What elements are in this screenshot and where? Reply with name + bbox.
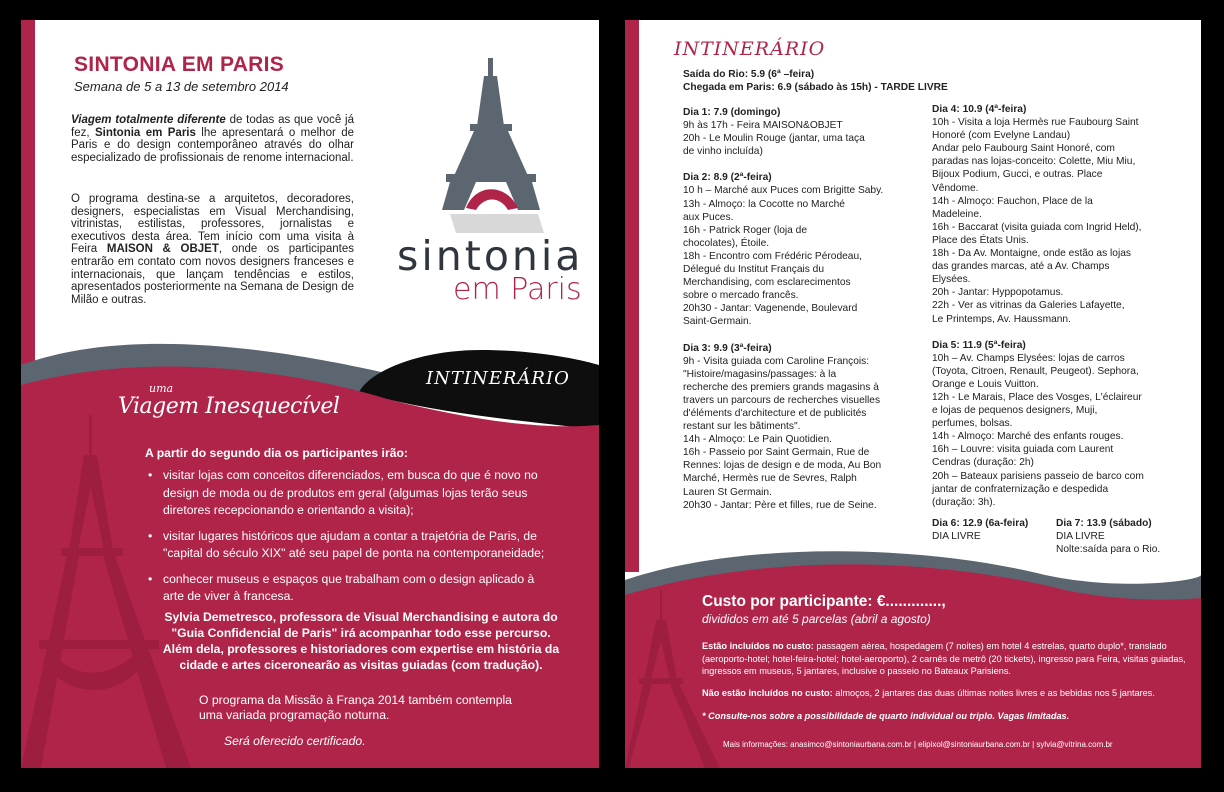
arrival-line: Chegada em Paris: 6.9 (sábado às 15h) - TARDE LIVRE <box>683 82 948 93</box>
day-line: Bijoux Podium, Gucci, e outras. Place <box>932 169 1103 181</box>
day-line: chocolates), Étoile. <box>683 237 770 249</box>
activities-list <box>145 467 555 614</box>
day-line: 20h - Jantar: Hyppopotamus. <box>932 287 1064 299</box>
day-line: recherche des premiers grands magasins à <box>683 381 879 393</box>
day-title: Dia 4: 10.9 (4ª-feira) <box>932 104 1027 115</box>
day-line: Lauren St Germain. <box>683 486 772 498</box>
itinerary-column-left <box>683 106 928 525</box>
contact-info: Mais informações: anasimco@sintoniaurbana.com.br | elipixol@sintoniaurbana.com.br | sylvia@vitrina.com.br <box>723 740 1113 749</box>
logo-word-em-paris: em Paris <box>453 272 582 307</box>
right-page <box>625 20 1201 768</box>
itinerary-label: INTINERÁRIO <box>426 368 570 389</box>
day-line: Place des États Unis. <box>932 234 1029 246</box>
day-line: DIA LIVRE <box>932 531 981 543</box>
day-line: Honoré (com Evelyne Landau) <box>932 130 1071 142</box>
participants-intro: A partir do segundo dia os participantes irão: <box>145 446 408 460</box>
day-title: Dia 7: 13.9 (sábado) <box>1056 518 1152 529</box>
day-line: Cendras (duração: 2h) <box>932 457 1034 469</box>
day-title: Dia 2: 8.9 (2ª-feira) <box>683 172 772 184</box>
day-line: 16h - Passeio por Saint Germain, Rue de <box>683 447 870 459</box>
day-line: (duração: 3h). <box>932 496 996 508</box>
day-line: DIA LIVRE <box>1056 531 1105 543</box>
right-edge-bar <box>625 20 639 572</box>
excluded-costs <box>702 687 1192 700</box>
day-line: Elysées. <box>932 274 971 286</box>
departure-line: Saída do Rio: 5.9 (6ª –feira) <box>683 69 815 80</box>
left-page <box>21 20 599 768</box>
activity-item: • visitar lugares históricos que ajudam a contar a trajetória de Paris, de "capital do século XIX" até seu papel de ponta na contemporaneidade; <box>163 528 555 563</box>
day-line: 9h - Visita guiada com Caroline François: <box>683 355 870 367</box>
day-block <box>932 339 1190 509</box>
left-title: SINTONIA EM PARIS <box>74 53 285 76</box>
guide-paragraph: Sylvia Demetresco, professora de Visual Merchandising e autora do "Guia Confidencial de Paris" irá acompanhar todo esse percurso. Além dela, professores e historiadores com expertise em história da cidade e artes ciceronearão as visitas guiadas (com tradução). <box>162 610 560 672</box>
excluded-text: almoços, 2 jantares das duas últimas noites livres e as bebidas nos 5 jantares. <box>832 688 1155 698</box>
day-line: travers un parcours de recherches visuelles <box>683 394 881 406</box>
brand-name: Sintonia em Paris <box>94 126 196 139</box>
day-line: 20h30 - Jantar: Vagenende, Boulevard <box>683 303 858 315</box>
day-line: 14h - Almoço: Marché des enfants rouges. <box>932 431 1124 443</box>
day-line: Nolte:saída para o Rio. <box>1056 544 1161 556</box>
day-line: Saint-Germain. <box>683 316 752 328</box>
day-title: Dia 6: 12.9 (6a-feira) <box>932 518 1029 529</box>
excluded-label: Não estão incluídos no custo: <box>702 688 833 698</box>
intro-paragraph-1 <box>71 114 354 164</box>
day-title: Dia 5: 11.9 (5ª-feira) <box>932 339 1026 351</box>
intro-text-b: lhe apresentará o melhor de Paris e do design contemporâneo através do olhar especializado de profissionais de renome internacional. <box>71 126 354 164</box>
day-line: aux Puces. <box>683 211 734 223</box>
left-edge-bar <box>21 20 35 392</box>
night-program: O programa da Missão à França 2014 também contempla uma variada programação noturna. <box>199 693 512 722</box>
eiffel-logo-icon <box>436 58 546 238</box>
itinerary-column-right <box>932 103 1190 522</box>
intro-text-a: de todas as que você já fez, <box>71 114 355 139</box>
day-line: 10h - Visita a loja Hermès rue Faubourg Saint <box>932 117 1139 129</box>
day-block <box>683 342 928 512</box>
day-line: 18h - Da Av. Montaigne, onde estão as lojas <box>932 248 1131 260</box>
included-text: passagem aérea, hospedagem (7 noites) em hotel 4 estrelas, quarto duplo*, translado (aeroporto-hotel; hotel-feira-hotel; hotel-aeroporto), 2 carnês de metrô (20 tickets), ingresso para Feira, visitas guiadas, ingressos em museus, 5 jantares, inclusive o passeio no Bateaux Parisiens. <box>702 641 1186 677</box>
included-costs <box>702 640 1192 678</box>
day-6 <box>932 517 1052 543</box>
day-line: sobre o mercado francês. <box>683 290 799 302</box>
room-note: * Consulte-nos sobre a possibilidade de quarto individual ou triplo. Vagas limitadas. <box>702 711 1070 721</box>
day-title: Dia 1: 7.9 (domingo) <box>683 107 781 118</box>
day-line: 16h – Louvre: visita guiada com Laurent <box>932 444 1114 456</box>
day-line: 20h – Bateaux parisiens passeio de barco com <box>932 470 1144 482</box>
day-line: d'éléments d'architecture et de publicités <box>683 407 867 419</box>
intro-paragraph-2 <box>71 193 354 306</box>
day-line: jantar de confraternização e despedida <box>932 483 1109 495</box>
day-line: das grandes marcas, até a Av. Champs <box>932 261 1110 273</box>
tagline-main: Viagem Inesquecível <box>118 394 340 419</box>
day-line: Orange e Louis Vuitton. <box>932 378 1039 390</box>
day-line: 10 h – Marché aux Puces com Brigitte Saby. <box>683 185 884 197</box>
activity-item: • visitar lojas com conceitos diferenciados, em busca do que é novo no design de moda ou de produtos em geral (algumas lojas terão seus diretores recepcionando e orientando a visita); <box>163 467 555 520</box>
included-label: Estão incluídos no custo: <box>702 641 814 651</box>
day-line: de vinho incluída) <box>683 146 763 158</box>
fair-name: MAISON & OBJET <box>106 243 219 256</box>
left-subtitle: Semana de 5 a 13 de setembro 2014 <box>74 79 289 94</box>
day-line: Rennes: lojas de design e de moda, Au Bon <box>683 460 882 472</box>
day-block <box>932 103 1190 326</box>
day-line: 13h - Almoço: la Cocotte no Marché <box>683 198 845 210</box>
certificate-note: Será oferecido certificado. <box>224 734 366 748</box>
day-line: restant sur les bâtiments". <box>683 421 801 433</box>
day-line: perfumes, bolsas. <box>932 418 1013 430</box>
day-line: Vêndome. <box>932 182 979 194</box>
tagline-small: uma <box>149 382 174 395</box>
day-line: 12h - Le Marais, Place des Vosges, L'éclaireur <box>932 391 1142 403</box>
day-line: 9h às 17h - Feira MAISON&OBJET <box>683 120 843 132</box>
day-line: 20h30 - Jantar: Père et filles, rue de Seine. <box>683 499 877 511</box>
day-line: Madeleine. <box>932 208 982 220</box>
day-block <box>683 106 928 158</box>
day-line: Merchandising, com esclarecimentos <box>683 277 851 289</box>
activity-item: • conhecer museus e espaços que trabalham com o design aplicado à arte de viver à francesa. <box>163 571 555 606</box>
cost-installments: divididos em até 5 parcelas (abril a agosto) <box>702 612 931 626</box>
day-7 <box>1056 517 1196 556</box>
day-line: 22h - Ver as vitrinas da Galeries Lafayette, <box>932 300 1125 312</box>
day-line: 20h - Le Moulin Rouge (jantar, uma taça <box>683 133 865 145</box>
logo-word-sintonia: sintonia <box>397 232 584 280</box>
day-line: 10h – Av. Champs Elysées: lojas de carros <box>932 352 1125 364</box>
day-line: Le Printemps, Av. Haussmann. <box>932 313 1071 325</box>
cost-title: Custo por participante: €............., <box>702 593 946 610</box>
day-line: 14h - Almoço: Le Pain Quotidien. <box>683 434 832 446</box>
day-line: e lojas de pequenos designers, Muji, <box>932 405 1098 417</box>
day-line: Délegué du Institut Français du <box>683 264 825 276</box>
itinerary-heading: INTINERÁRIO <box>674 38 826 60</box>
program-text-b: , onde os participantes entrarão em contato com novos designers franceses e internacionais, que lançam tendências e estilos, apresentados posteriormente na Semana de Design de Milão e outras. <box>71 243 354 306</box>
day-line: (Toyota, Citroen, Renault, Peugeot). Sephora, <box>932 365 1139 377</box>
day-line: 14h - Almoço: Fauchon, Place de la <box>932 195 1093 207</box>
day-line: paradas nas lojas-conceito: Colette, Miu Miu, <box>932 156 1136 168</box>
lead-phrase: Viagem totalmente diferente <box>71 114 226 126</box>
day-line: 18h - Encontro com Frédéric Pérodeau, <box>683 250 862 262</box>
program-text-a: O programa destina-se a arquitetos, decoradores, designers, especialistas em Visual Merchandising, vitrinistas, estilistas, professores, jornalistas e executivos desta área. Tem início com uma visita à Feira <box>71 193 354 256</box>
day-block <box>683 171 928 328</box>
day-line: 16h - Patrick Roger (loja de <box>683 224 808 236</box>
day-line: Marché, Hermès rue de Sevres, Ralph <box>683 473 857 485</box>
day-line: Andar pelo Faubourg Saint Honoré, com <box>932 143 1115 155</box>
day-line: 16h - Baccarat (visita guiada com Ingrid Held), <box>932 221 1142 233</box>
day-line: "Histoire/magasins/passages: à la <box>683 368 837 380</box>
day-title: Dia 3: 9.9 (3ª-feira) <box>683 342 772 354</box>
